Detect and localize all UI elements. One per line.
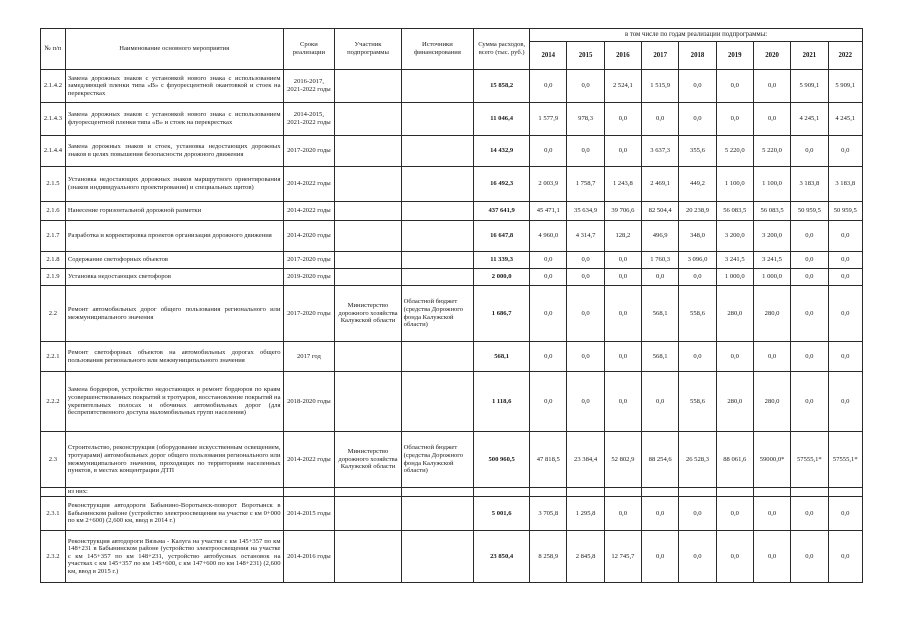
row-name: Установка недостающих дорожных знаков маршрутного ориентирования (знаков индивидуального проектирования) и специальных щитов) bbox=[65, 167, 283, 202]
row-sources-empty bbox=[401, 70, 474, 103]
row-value-2014: 0,0 bbox=[530, 286, 567, 342]
row-value-2014: 0,0 bbox=[530, 70, 567, 103]
row-name: Содержание светофорных объектов bbox=[65, 252, 283, 269]
row-name: Замена бордюров, устройство недостающих и ремонт бордюров по краям усовершенствованных покрытий и тротуаров, восстановление покрытий на укрепительных полосах и обочинах автомобильных дорог (для беспрепятственного доступа маломобильных групп населения) bbox=[65, 372, 283, 432]
row-value-2022: 0,0 bbox=[828, 286, 862, 342]
row-sources-empty bbox=[401, 372, 474, 432]
row-value-2016: 2 524,1 bbox=[604, 70, 641, 103]
row-value-2017: 496,9 bbox=[642, 221, 679, 252]
table-row bbox=[41, 103, 863, 136]
row-sources-empty bbox=[401, 136, 474, 167]
table-row bbox=[41, 70, 863, 103]
row-sum: 11 046,4 bbox=[474, 103, 530, 136]
row-sources-empty bbox=[401, 221, 474, 252]
row-value-2015: 0,0 bbox=[567, 372, 604, 432]
row-term: 2017-2020 годы bbox=[283, 252, 335, 269]
row-value-2018: 0,0 bbox=[679, 70, 716, 103]
row-value-2022: 0,0 bbox=[828, 497, 862, 531]
row-value-2021: 50 959,5 bbox=[791, 202, 828, 221]
row-num: 2.1.8 bbox=[41, 252, 66, 269]
row-value-2015: 1 295,8 bbox=[567, 497, 604, 531]
table-row bbox=[41, 488, 863, 497]
row-term: 2014-2022 годы bbox=[283, 167, 335, 202]
row-value-2017: 3 637,3 bbox=[642, 136, 679, 167]
row-value-2015: 0,0 bbox=[567, 70, 604, 103]
row-value-2022: 50 959,5 bbox=[828, 202, 862, 221]
row-participant: Министерство дорожного хозяйства Калужской области bbox=[335, 286, 401, 342]
row-value-2016: 39 706,6 bbox=[604, 202, 641, 221]
row-sum: 15 858,2 bbox=[474, 70, 530, 103]
row-value-2016: 1 243,8 bbox=[604, 167, 641, 202]
row-value-2016: 12 745,7 bbox=[604, 531, 641, 583]
row-participant-empty bbox=[335, 342, 401, 372]
row-value-2019 bbox=[716, 488, 753, 497]
row-value-2015: 0,0 bbox=[567, 269, 604, 286]
row-value-2019: 280,0 bbox=[716, 372, 753, 432]
row-value-2016: 0,0 bbox=[604, 497, 641, 531]
row-value-2022: 0,0 bbox=[828, 531, 862, 583]
row-term: 2014-2020 годы bbox=[283, 221, 335, 252]
row-value-2020: 3 241,5 bbox=[753, 252, 790, 269]
row-value-2014: 4 960,0 bbox=[530, 221, 567, 252]
table-row bbox=[41, 252, 863, 269]
row-name: Установка недостающих светофоров bbox=[65, 269, 283, 286]
row-value-2020: 280,0 bbox=[753, 372, 790, 432]
row-participant-empty bbox=[335, 202, 401, 221]
row-value-2020: 0,0 bbox=[753, 70, 790, 103]
header-year-2020: 2020 bbox=[753, 42, 790, 70]
table-row bbox=[41, 372, 863, 432]
row-name: Нанесение горизонтальной дорожной разметки bbox=[65, 202, 283, 221]
row-value-2020 bbox=[753, 488, 790, 497]
row-value-2019: 280,0 bbox=[716, 286, 753, 342]
row-sources-empty bbox=[401, 103, 474, 136]
header-year-2016: 2016 bbox=[604, 42, 641, 70]
row-value-2017 bbox=[642, 488, 679, 497]
row-value-2015 bbox=[567, 488, 604, 497]
row-participant-empty bbox=[335, 488, 401, 497]
row-value-2019: 3 241,5 bbox=[716, 252, 753, 269]
row-sum: 1 118,6 bbox=[474, 372, 530, 432]
row-value-2017: 1 515,9 bbox=[642, 70, 679, 103]
row-sources-empty bbox=[401, 202, 474, 221]
row-value-2017: 1 760,3 bbox=[642, 252, 679, 269]
row-term: 2014-2015, 2021-2022 годы bbox=[283, 103, 335, 136]
table-row bbox=[41, 497, 863, 531]
row-value-2021: 0,0 bbox=[791, 269, 828, 286]
row-name: Замена дорожных знаков и стоек, установка недостающих дорожных знаков в целях повышения безопасности дорожного движения bbox=[65, 136, 283, 167]
row-value-2018: 0,0 bbox=[679, 342, 716, 372]
row-participant: Министерство дорожного хозяйства Калужской области bbox=[335, 432, 401, 488]
row-sum: 14 432,9 bbox=[474, 136, 530, 167]
row-value-2022: 5 909,1 bbox=[828, 70, 862, 103]
row-sum: 437 641,9 bbox=[474, 202, 530, 221]
row-participant-empty bbox=[335, 221, 401, 252]
row-sum: 16 492,3 bbox=[474, 167, 530, 202]
row-value-2018: 20 238,9 bbox=[679, 202, 716, 221]
row-value-2021 bbox=[791, 488, 828, 497]
row-sources-empty bbox=[401, 252, 474, 269]
row-term: 2018-2020 годы bbox=[283, 372, 335, 432]
row-value-2019: 3 200,0 bbox=[716, 221, 753, 252]
table-row bbox=[41, 136, 863, 167]
row-sources-empty bbox=[401, 497, 474, 531]
row-value-2021: 3 183,8 bbox=[791, 167, 828, 202]
row-value-2021: 0,0 bbox=[791, 286, 828, 342]
row-value-2014: 0,0 bbox=[530, 252, 567, 269]
row-value-2020: 0,0 bbox=[753, 497, 790, 531]
table-row bbox=[41, 221, 863, 252]
row-term: 2019-2020 годы bbox=[283, 269, 335, 286]
row-participant-empty bbox=[335, 497, 401, 531]
header-year-2022: 2022 bbox=[828, 42, 862, 70]
header-participant: Участник подпрограммы bbox=[335, 29, 401, 70]
row-value-2018: 3 096,0 bbox=[679, 252, 716, 269]
row-term: 2017 год bbox=[283, 342, 335, 372]
row-sum bbox=[474, 488, 530, 497]
row-value-2014: 0,0 bbox=[530, 372, 567, 432]
row-participant-empty bbox=[335, 531, 401, 583]
row-value-2014: 0,0 bbox=[530, 342, 567, 372]
row-value-2016: 0,0 bbox=[604, 136, 641, 167]
row-value-2017: 0,0 bbox=[642, 531, 679, 583]
row-value-2020: 280,0 bbox=[753, 286, 790, 342]
row-value-2015: 1 758,7 bbox=[567, 167, 604, 202]
row-value-2022: 0,0 bbox=[828, 372, 862, 432]
header-num: № п/п bbox=[41, 29, 66, 70]
row-name: Замена дорожных знаков с установкой нового знака с использованием флуоресцентной пленки типа «В» и стоек на перекрестках bbox=[65, 103, 283, 136]
row-value-2017: 88 254,6 bbox=[642, 432, 679, 488]
row-value-2015: 0,0 bbox=[567, 252, 604, 269]
row-sources-empty bbox=[401, 167, 474, 202]
table-row bbox=[41, 286, 863, 342]
header-sources: Источники финансирования bbox=[401, 29, 474, 70]
row-value-2014: 8 258,9 bbox=[530, 531, 567, 583]
row-name: Разработка и корректировка проектов организации дорожного движения bbox=[65, 221, 283, 252]
row-sources: Областной бюджет (средства Дорожного фонда Калужской области) bbox=[401, 286, 474, 342]
row-num: 2.3 bbox=[41, 432, 66, 488]
row-value-2021: 0,0 bbox=[791, 497, 828, 531]
row-value-2018: 0,0 bbox=[679, 497, 716, 531]
row-term: 2016-2017, 2021-2022 годы bbox=[283, 70, 335, 103]
row-num: 2.2.2 bbox=[41, 372, 66, 432]
row-participant-empty bbox=[335, 70, 401, 103]
row-value-2014 bbox=[530, 488, 567, 497]
row-value-2019: 0,0 bbox=[716, 497, 753, 531]
row-sum: 16 647,8 bbox=[474, 221, 530, 252]
row-value-2016 bbox=[604, 488, 641, 497]
row-participant-empty bbox=[335, 103, 401, 136]
row-value-2018 bbox=[679, 488, 716, 497]
row-value-2019: 5 220,0 bbox=[716, 136, 753, 167]
row-value-2018: 355,6 bbox=[679, 136, 716, 167]
row-value-2019: 1 100,0 bbox=[716, 167, 753, 202]
row-name: Реконструкция автодороги Бабынино-Воротынск-поворот Воротынск в Бабынинском районе (устройство электроосвещения на участке с км 0+000 по км 2+600) (2,600 км, ввод в 2014 г.) bbox=[65, 497, 283, 531]
row-value-2015: 978,3 bbox=[567, 103, 604, 136]
row-sources: Областной бюджет (средства Дорожного фонда Калужской области) bbox=[401, 432, 474, 488]
row-num: 2.1.9 bbox=[41, 269, 66, 286]
row-value-2020: 1 100,0 bbox=[753, 167, 790, 202]
row-value-2019: 88 061,6 bbox=[716, 432, 753, 488]
header-year-2019: 2019 bbox=[716, 42, 753, 70]
row-sources-empty bbox=[401, 342, 474, 372]
row-value-2017: 568,1 bbox=[642, 342, 679, 372]
row-num: 2.1.4.2 bbox=[41, 70, 66, 103]
row-value-2018: 558,6 bbox=[679, 286, 716, 342]
row-value-2014: 1 577,9 bbox=[530, 103, 567, 136]
row-value-2016: 0,0 bbox=[604, 286, 641, 342]
row-value-2014: 47 818,5 bbox=[530, 432, 567, 488]
row-value-2019: 56 083,5 bbox=[716, 202, 753, 221]
row-term: 2014-2016 годы bbox=[283, 531, 335, 583]
row-value-2014: 45 471,1 bbox=[530, 202, 567, 221]
row-value-2015: 2 845,8 bbox=[567, 531, 604, 583]
header-year-2017: 2017 bbox=[642, 42, 679, 70]
row-term: 2017-2020 годы bbox=[283, 286, 335, 342]
row-sum: 500 960,5 bbox=[474, 432, 530, 488]
row-value-2018: 558,6 bbox=[679, 372, 716, 432]
header-year-2015: 2015 bbox=[567, 42, 604, 70]
table-row bbox=[41, 167, 863, 202]
row-value-2019: 0,0 bbox=[716, 531, 753, 583]
row-value-2019: 1 000,0 bbox=[716, 269, 753, 286]
row-num bbox=[41, 488, 66, 497]
row-participant-empty bbox=[335, 269, 401, 286]
row-value-2015: 4 314,7 bbox=[567, 221, 604, 252]
row-value-2020: 0,0 bbox=[753, 531, 790, 583]
row-value-2016: 0,0 bbox=[604, 342, 641, 372]
row-value-2022: 0,0 bbox=[828, 342, 862, 372]
row-value-2021: 0,0 bbox=[791, 136, 828, 167]
row-num: 2.1.4.4 bbox=[41, 136, 66, 167]
row-value-2015: 0,0 bbox=[567, 136, 604, 167]
table-row bbox=[41, 432, 863, 488]
row-value-2017: 0,0 bbox=[642, 372, 679, 432]
table-row bbox=[41, 531, 863, 583]
row-value-2014: 0,0 bbox=[530, 136, 567, 167]
row-value-2021: 0,0 bbox=[791, 221, 828, 252]
row-sources-empty bbox=[401, 488, 474, 497]
row-value-2017: 2 469,1 bbox=[642, 167, 679, 202]
row-name: Ремонт автомобильных дорог общего пользования регионального или межмуниципального значения bbox=[65, 286, 283, 342]
row-value-2015: 35 634,9 bbox=[567, 202, 604, 221]
row-sum: 23 850,4 bbox=[474, 531, 530, 583]
row-value-2016: 0,0 bbox=[604, 372, 641, 432]
row-value-2017: 0,0 bbox=[642, 269, 679, 286]
row-value-2018: 0,0 bbox=[679, 269, 716, 286]
row-name: Реконструкция автодороги Вязьма - Калуга на участке с км 145+357 по км 148+231 в Бабынинском районе (устройство электроосвещения на участке с км 145+357 по км 148+231, устройство автобусных остановок на участках с км 145+357 по км 145+600, с км 147+600 по км 148+231) (2,600 км, ввод в 2015 г.) bbox=[65, 531, 283, 583]
row-sources-empty bbox=[401, 269, 474, 286]
row-value-2014: 3 705,8 bbox=[530, 497, 567, 531]
header-year-2018: 2018 bbox=[679, 42, 716, 70]
row-value-2018: 0,0 bbox=[679, 531, 716, 583]
row-sources-empty bbox=[401, 531, 474, 583]
table-row bbox=[41, 342, 863, 372]
row-value-2020: 1 000,0 bbox=[753, 269, 790, 286]
row-value-2017: 82 504,4 bbox=[642, 202, 679, 221]
row-term: 2014-2015 годы bbox=[283, 497, 335, 531]
row-value-2020: 5 220,0 bbox=[753, 136, 790, 167]
row-num: 2.1.4.3 bbox=[41, 103, 66, 136]
row-value-2022: 0,0 bbox=[828, 269, 862, 286]
row-value-2019: 0,0 bbox=[716, 103, 753, 136]
row-value-2022: 57555,1* bbox=[828, 432, 862, 488]
row-num: 2.1.6 bbox=[41, 202, 66, 221]
header-year-2014: 2014 bbox=[530, 42, 567, 70]
row-value-2016: 0,0 bbox=[604, 103, 641, 136]
row-sum: 2 000,0 bbox=[474, 269, 530, 286]
row-sum: 1 686,7 bbox=[474, 286, 530, 342]
row-value-2020: 56 083,5 bbox=[753, 202, 790, 221]
row-value-2018: 449,2 bbox=[679, 167, 716, 202]
row-name: Строительство, реконструкция (оборудование искусственным освещением, тротуарами) автомобильных дорог общего пользования регионального или межмуниципального значения, проходящих по территориям населенных пунктов, в местах концентрации ДТП bbox=[65, 432, 283, 488]
row-value-2015: 0,0 bbox=[567, 286, 604, 342]
row-value-2021: 0,0 bbox=[791, 531, 828, 583]
row-value-2022: 0,0 bbox=[828, 221, 862, 252]
row-term: 2014-2022 годы bbox=[283, 202, 335, 221]
row-value-2018: 0,0 bbox=[679, 103, 716, 136]
row-value-2022: 0,0 bbox=[828, 136, 862, 167]
row-sum: 11 339,3 bbox=[474, 252, 530, 269]
row-num: 2.3.2 bbox=[41, 531, 66, 583]
row-value-2020: 59000,0* bbox=[753, 432, 790, 488]
row-sum: 5 001,6 bbox=[474, 497, 530, 531]
row-num: 2.3.1 bbox=[41, 497, 66, 531]
row-value-2017: 568,1 bbox=[642, 286, 679, 342]
row-participant-empty bbox=[335, 167, 401, 202]
row-num: 2.1.5 bbox=[41, 167, 66, 202]
row-value-2021: 5 909,1 bbox=[791, 70, 828, 103]
row-value-2021: 0,0 bbox=[791, 372, 828, 432]
header-term: Сроки реализации bbox=[283, 29, 335, 70]
row-participant-empty bbox=[335, 252, 401, 269]
header-year-2021: 2021 bbox=[791, 42, 828, 70]
row-num: 2.2.1 bbox=[41, 342, 66, 372]
header-sum: Сумма расходов, всего (тыс. руб.) bbox=[474, 29, 530, 70]
row-value-2020: 3 200,0 bbox=[753, 221, 790, 252]
row-value-2019: 0,0 bbox=[716, 342, 753, 372]
row-value-2021: 57555,1* bbox=[791, 432, 828, 488]
row-num: 2.2 bbox=[41, 286, 66, 342]
row-sum: 568,1 bbox=[474, 342, 530, 372]
row-value-2014: 2 003,9 bbox=[530, 167, 567, 202]
row-value-2016: 128,2 bbox=[604, 221, 641, 252]
row-participant-empty bbox=[335, 372, 401, 432]
row-value-2022: 3 183,8 bbox=[828, 167, 862, 202]
row-value-2015: 23 384,4 bbox=[567, 432, 604, 488]
row-value-2022: 0,0 bbox=[828, 252, 862, 269]
row-participant-empty bbox=[335, 136, 401, 167]
row-value-2021: 0,0 bbox=[791, 342, 828, 372]
row-term: 2014-2022 годы bbox=[283, 432, 335, 488]
row-value-2021: 4 245,1 bbox=[791, 103, 828, 136]
row-num: 2.1.7 bbox=[41, 221, 66, 252]
row-value-2021: 0,0 bbox=[791, 252, 828, 269]
row-value-2016: 0,0 bbox=[604, 252, 641, 269]
program-table bbox=[40, 28, 863, 583]
row-value-2016: 0,0 bbox=[604, 269, 641, 286]
row-value-2017: 0,0 bbox=[642, 103, 679, 136]
row-value-2019: 0,0 bbox=[716, 70, 753, 103]
row-value-2020: 0,0 bbox=[753, 103, 790, 136]
row-value-2020: 0,0 bbox=[753, 342, 790, 372]
header-years-title: в том числе по годам реализации подпрограммы: bbox=[530, 29, 863, 42]
row-value-2022: 4 245,1 bbox=[828, 103, 862, 136]
table-row bbox=[41, 269, 863, 286]
row-value-2015: 0,0 bbox=[567, 342, 604, 372]
table-row bbox=[41, 202, 863, 221]
row-value-2018: 26 528,3 bbox=[679, 432, 716, 488]
row-value-2017: 0,0 bbox=[642, 497, 679, 531]
row-name: Замена дорожных знаков с установкой нового знака с использованием замедляющей пленки типа «В» с флуоресцентной окантовкой и стоек на перекрестках bbox=[65, 70, 283, 103]
row-value-2022 bbox=[828, 488, 862, 497]
row-value-2018: 348,0 bbox=[679, 221, 716, 252]
row-term bbox=[283, 488, 335, 497]
row-value-2014: 0,0 bbox=[530, 269, 567, 286]
document-page bbox=[40, 28, 863, 583]
row-name: Ремонт светофорных объектов на автомобильных дорогах общего пользования регионального или межмуниципального значения bbox=[65, 342, 283, 372]
row-value-2016: 52 802,9 bbox=[604, 432, 641, 488]
row-name: из них: bbox=[65, 488, 283, 497]
row-term: 2017-2020 годы bbox=[283, 136, 335, 167]
header-name: Наименование основного мероприятия bbox=[65, 29, 283, 70]
